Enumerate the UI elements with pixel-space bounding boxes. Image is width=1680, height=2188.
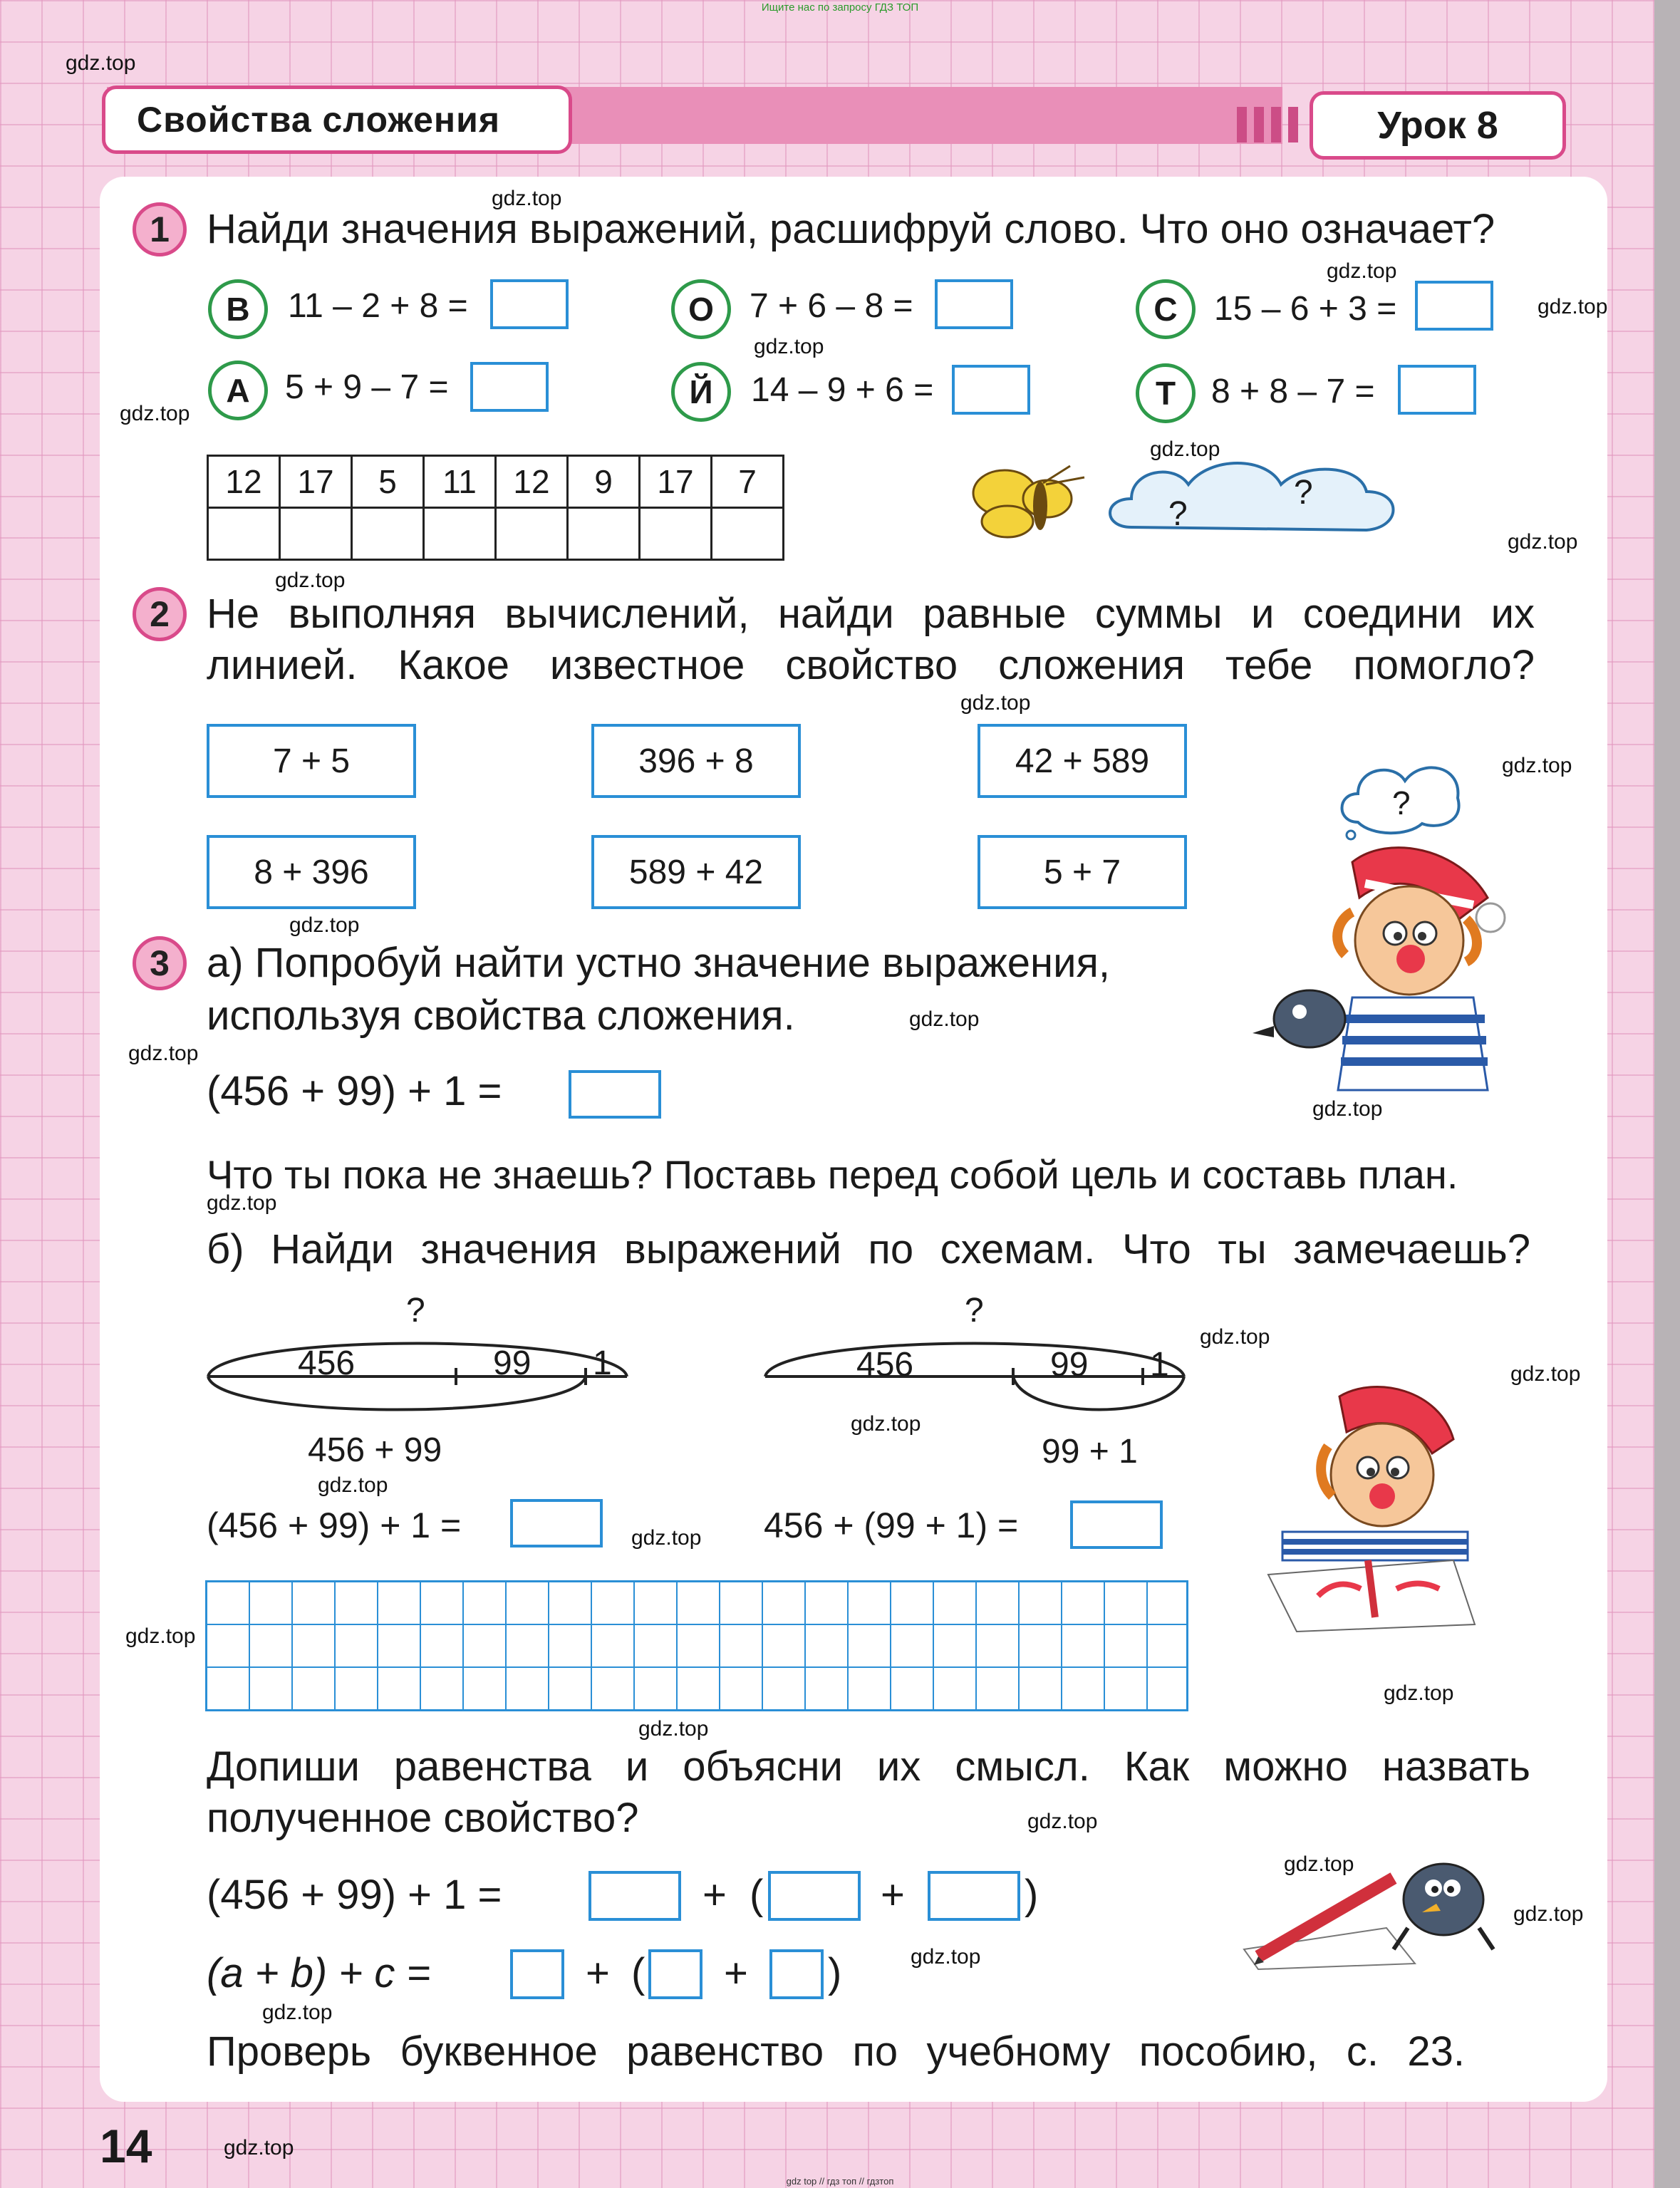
decode-number: 12 [208, 456, 280, 508]
bubble-question: ? [1392, 784, 1411, 821]
watermark: gdz.top [289, 913, 360, 937]
scheme-segment: 456 [298, 1344, 356, 1382]
answer-box[interactable] [769, 1949, 824, 1999]
watermark: gdz.top [1150, 437, 1220, 461]
equality-left-letters: (a + b) + c = [207, 1950, 431, 1996]
watermark: gdz.top [275, 569, 346, 592]
decode-number: 7 [712, 456, 784, 508]
watermark: gdz.top [1538, 295, 1608, 318]
cipher-letter: О [671, 279, 731, 339]
task2-line2: линией. Какое известное свойство сложения тебе помогло? [207, 642, 1535, 688]
equality-left: (456 + 99) + 1 = [207, 1872, 502, 1918]
plus-sign: + [881, 1872, 905, 1918]
answer-box[interactable] [490, 279, 569, 329]
answer-box[interactable] [510, 1499, 603, 1547]
title-stripe [1237, 107, 1247, 142]
answer-box[interactable] [1415, 281, 1493, 331]
task-number-3: 3 [133, 936, 187, 990]
task3-goal: Что ты пока не знаешь? Поставь перед собой цель и составь план. [207, 1152, 1458, 1197]
cipher-letter: С [1136, 279, 1196, 339]
cipher-letter: Й [671, 362, 731, 422]
decode-number: 17 [640, 456, 712, 508]
cipher-expression: 8 + 8 – 7 = [1211, 373, 1375, 410]
open-paren: ( [750, 1872, 764, 1918]
header-note: Ищите нас по запросу ГДЗ ТОП [761, 1, 919, 14]
scheme-sum: 99 + 1 [1042, 1433, 1138, 1471]
cipher-expression: 14 – 9 + 6 = [751, 371, 934, 409]
plus-sign: + [586, 1950, 610, 1996]
cipher-letter: Т [1136, 363, 1196, 423]
task3-check: Проверь буквенное равенство по учебному пособию, с. 23. [207, 2028, 1465, 2075]
watermark: gdz.top [1312, 1097, 1383, 1121]
watermark: gdz.top [960, 691, 1031, 715]
scheme-question: ? [406, 1292, 425, 1329]
answer-box[interactable] [928, 1871, 1020, 1921]
scheme-segment: 99 [493, 1344, 532, 1382]
title-stripe [1288, 107, 1298, 142]
sum-box[interactable]: 8 + 396 [207, 835, 416, 909]
plus-sign: + [702, 1872, 727, 1918]
butterfly-icon [970, 463, 1092, 541]
watermark: gdz.top [1027, 1810, 1098, 1833]
answer-box[interactable] [510, 1949, 564, 1999]
watermark: gdz.top [262, 2001, 333, 2024]
watermark: gdz.top [1513, 1902, 1584, 1926]
cipher-expression: 11 – 2 + 8 = [288, 287, 468, 325]
task3-b-line: б) Найди значения выражений по схемам. Что ты замечаешь? [207, 1226, 1530, 1272]
page-edge [1654, 0, 1680, 2188]
plus-sign: + [724, 1950, 748, 1996]
sum-box[interactable]: 396 + 8 [591, 724, 801, 798]
watermark: gdz.top [1384, 1681, 1454, 1705]
scheme-segment: 456 [856, 1346, 914, 1384]
watermark: gdz.top [207, 1191, 277, 1215]
watermark: gdz.top [120, 402, 190, 425]
task3-c-line2: полученное свойство? [207, 1795, 639, 1841]
cloud-icon [1103, 456, 1402, 541]
page-number: 14 [100, 2120, 152, 2172]
open-paren: ( [631, 1950, 645, 1996]
cipher-expression: 5 + 9 – 7 = [285, 368, 449, 406]
close-paren: ) [828, 1950, 842, 1996]
scheme-expression: 456 + (99 + 1) = [764, 1505, 1019, 1545]
watermark: gdz.top [125, 1624, 196, 1648]
decode-letter-cell[interactable] [640, 508, 712, 560]
scheme-sum: 456 + 99 [308, 1431, 442, 1469]
cloud-question: ? [1168, 495, 1188, 533]
boy-with-bird-illustration [1245, 834, 1516, 1090]
decode-letter-cell[interactable] [712, 508, 784, 560]
watermark: gdz.top [638, 1717, 709, 1741]
answer-box[interactable] [935, 279, 1013, 329]
cipher-letter: В [208, 279, 268, 339]
lesson-label: Урок 8 [1310, 91, 1566, 160]
answer-box[interactable] [1398, 365, 1476, 415]
decode-number: 5 [352, 456, 424, 508]
page-title: Свойства сложения [102, 85, 572, 154]
watermark: gdz.top [224, 2136, 294, 2160]
decode-number: 11 [424, 456, 496, 508]
watermark: gdz.top [128, 1042, 199, 1065]
task1-text: Найди значения выражений, расшифруй слово. Что оно означает? [207, 206, 1495, 252]
cipher-letter: А [208, 361, 268, 420]
watermark: gdz.top [1284, 1852, 1354, 1876]
sum-box[interactable]: 589 + 42 [591, 835, 801, 909]
answer-box[interactable] [952, 365, 1030, 415]
sum-box[interactable]: 7 + 5 [207, 724, 416, 798]
decode-number: 17 [280, 456, 352, 508]
answer-box[interactable] [470, 362, 549, 412]
answer-box[interactable] [569, 1070, 661, 1119]
answer-box[interactable] [648, 1949, 702, 1999]
cipher-expression: 7 + 6 – 8 = [750, 287, 913, 325]
scheme-1-diagram [204, 1325, 638, 1432]
watermark: gdz.top [1508, 530, 1578, 554]
cipher-expression: 15 – 6 + 3 = [1214, 290, 1397, 328]
answer-grid[interactable] [205, 1580, 1188, 1711]
close-paren: ) [1025, 1872, 1039, 1918]
watermark: gdz.top [1510, 1362, 1581, 1386]
watermark: gdz.top [318, 1473, 388, 1497]
scheme-2-diagram [761, 1325, 1196, 1432]
answer-box[interactable] [768, 1871, 861, 1921]
watermark: gdz.top [631, 1526, 702, 1550]
watermark: gdz.top [754, 335, 824, 358]
watermark: gdz.top [1502, 754, 1572, 777]
scheme-segment: 99 [1050, 1346, 1089, 1384]
scheme-segment: 1 [593, 1344, 612, 1382]
cloud-question: ? [1294, 474, 1313, 512]
task2-line1: Не выполняя вычислений, найди равные суммы и соедини их [207, 591, 1535, 637]
decode-letter-cell[interactable] [424, 508, 496, 560]
decode-letter-cell[interactable] [568, 508, 640, 560]
title-stripe [1271, 107, 1281, 142]
task-number-1: 1 [133, 202, 187, 256]
decode-letter-cell[interactable] [208, 508, 280, 560]
watermark: gdz.top [1200, 1325, 1270, 1349]
scheme-question: ? [965, 1292, 984, 1329]
watermark: gdz.top [492, 187, 562, 210]
answer-box[interactable] [588, 1871, 681, 1921]
decode-letter-cell[interactable] [352, 508, 424, 560]
task3-a-line2: используя свойства сложения. [207, 992, 795, 1039]
footer-note: gdz top // гдз топ // гдзтоп [786, 2176, 894, 2187]
watermark: gdz.top [909, 1007, 980, 1031]
answer-box[interactable] [1070, 1500, 1163, 1549]
scheme-segment: 1 [1150, 1346, 1169, 1384]
bird-with-pencil-illustration [1230, 1842, 1500, 1971]
task3-a-line1: а) Попробуй найти устно значение выражения, [207, 940, 1110, 986]
boy-drawing-illustration [1254, 1375, 1482, 1639]
decode-number: 12 [496, 456, 568, 508]
sum-box[interactable]: 42 + 589 [978, 724, 1187, 798]
watermark: gdz.top [851, 1412, 921, 1436]
decode-letter-cell[interactable] [280, 508, 352, 560]
decode-number: 9 [568, 456, 640, 508]
decode-letter-cell[interactable] [496, 508, 568, 560]
sum-box[interactable]: 5 + 7 [978, 835, 1187, 909]
task3-c-line1: Допиши равенства и объясни их смысл. Как можно назвать [207, 1743, 1530, 1790]
watermark: gdz.top [66, 51, 136, 75]
watermark: gdz.top [911, 1945, 981, 1969]
task3-a-expression: (456 + 99) + 1 = [207, 1068, 502, 1114]
task-number-2: 2 [133, 587, 187, 641]
scheme-expression: (456 + 99) + 1 = [207, 1505, 462, 1545]
decode-table [207, 455, 784, 561]
watermark: gdz.top [1327, 259, 1397, 283]
title-stripe [1254, 107, 1264, 142]
